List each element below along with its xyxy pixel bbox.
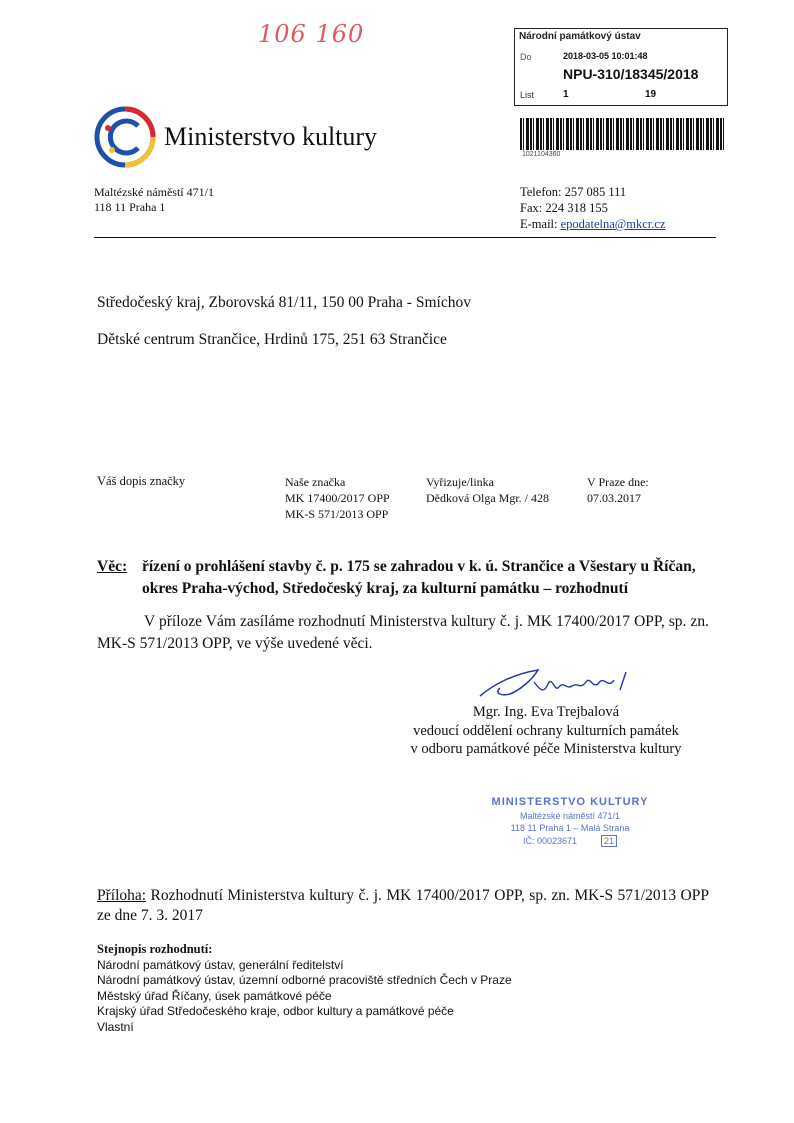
official-stamp-line2: 118 11 Praha 1 – Malá Strana [510,823,630,833]
subject-label: Věc: [97,558,128,575]
our-ref-label: Naše značka [285,475,346,489]
official-stamp-number: 21 [601,835,617,847]
barcode [520,118,726,150]
ministry-logo-icon [94,106,156,168]
signer-name: Mgr. Ing. Eva Trejbalová [472,704,620,720]
attachment-label: Příloha: [97,887,147,904]
stamp-list-value: 1 [563,89,569,100]
our-ref-block [285,474,390,522]
email-link[interactable]: epodatelna@mkcr.cz [560,217,666,231]
body-paragraph: V příloze Vám zasíláme rozhodnutí Ministerstva kultury č. j. MK 17400/2017 OPP, sp. zn. MK-S 571/2013 OPP, ve výše uvedené věci. [97,613,709,652]
copies-item: Krajský úřad Středočeského kraje, odbor kultury a památkové péče [97,1004,454,1019]
header-divider [94,237,716,238]
copies-heading: Stejnopis rozhodnutí: [97,942,213,956]
handler: Dědková Olga Mgr. / 428 [426,491,549,505]
stamp-datetime: 2018-03-05 10:01:48 [563,51,648,61]
handwritten-signature [474,660,664,708]
copies-item: Národní památkový ústav, územní odborné pracoviště středních Čech v Praze [97,973,512,988]
official-stamp [470,796,670,847]
copies-item: Městský úřad Říčany, úsek památkové péče [97,988,332,1003]
recipient-1: Středočeský kraj, Zborovská 81/11, 150 00 Praha - Smíchov [97,294,471,311]
handler-label: Vyřizuje/linka [426,475,494,489]
date: 07.03.2017 [587,491,641,505]
address-line-2: 118 11 Praha 1 [94,200,166,214]
email-line [520,216,666,232]
barcode-text: 1021104360 [522,151,561,158]
signature-block [386,703,706,759]
stamp-reference: NPU-310/18345/2018 [563,66,699,82]
ministry-name: Ministerstvo kultury [164,122,378,151]
stamp-received-label: Do [520,52,532,62]
stamp-count-value: 19 [645,89,657,100]
attachment [97,886,709,926]
handwritten-number: 106 160 [258,20,365,48]
phone: Telefon: 257 085 111 [520,185,627,199]
copies-list [97,942,512,1036]
registry-stamp [514,28,728,106]
our-ref-1: MK 17400/2017 OPP [285,491,390,505]
date-block [587,474,649,506]
stamp-list-label: List [520,90,535,100]
email-label: E-mail: [520,217,561,231]
address-line-1: Maltézské náměstí 471/1 [94,185,214,199]
official-stamp-line3: IČ: 00023671 [522,836,578,846]
handler-block [426,474,549,506]
our-ref-2: MK-S 571/2013 OPP [285,507,389,521]
date-label: V Praze dne: [587,475,649,489]
your-ref-label: Váš dopis značky [97,474,186,488]
attachment-text: Rozhodnutí Ministerstva kultury č. j. MK 17400/2017 OPP, sp. zn. MK-S 571/2013 OPP ze dne 7. 3. 2017 [97,887,709,924]
signer-role-2: v odboru památkové péče Ministerstva kultury [410,741,682,757]
copies-item: Národní památkový ústav, generální ředitelství [97,957,344,972]
contact-block [520,184,666,232]
fax: Fax: 224 318 155 [520,201,608,215]
official-stamp-title: MINISTERSTVO KULTURY [491,796,649,808]
official-stamp-line3-row [470,835,670,847]
subject-text: řízení o prohlášení stavby č. p. 175 se zahradou v k. ú. Strančice a Všestary u Říčan, okres Praha-východ, Středočeský kraj, za kulturní památku – rozhodnutí [142,558,696,597]
recipient-2: Dětské centrum Strančice, Hrdinů 175, 251 63 Strančice [97,331,447,348]
official-stamp-line1: Maltézské náměstí 471/1 [519,811,621,821]
signer-role-1: vedoucí oddělení ochrany kulturních památek [413,722,679,739]
copies-item: Vlastní [97,1019,134,1034]
stamp-organization: Národní památkový ústav [519,31,641,42]
